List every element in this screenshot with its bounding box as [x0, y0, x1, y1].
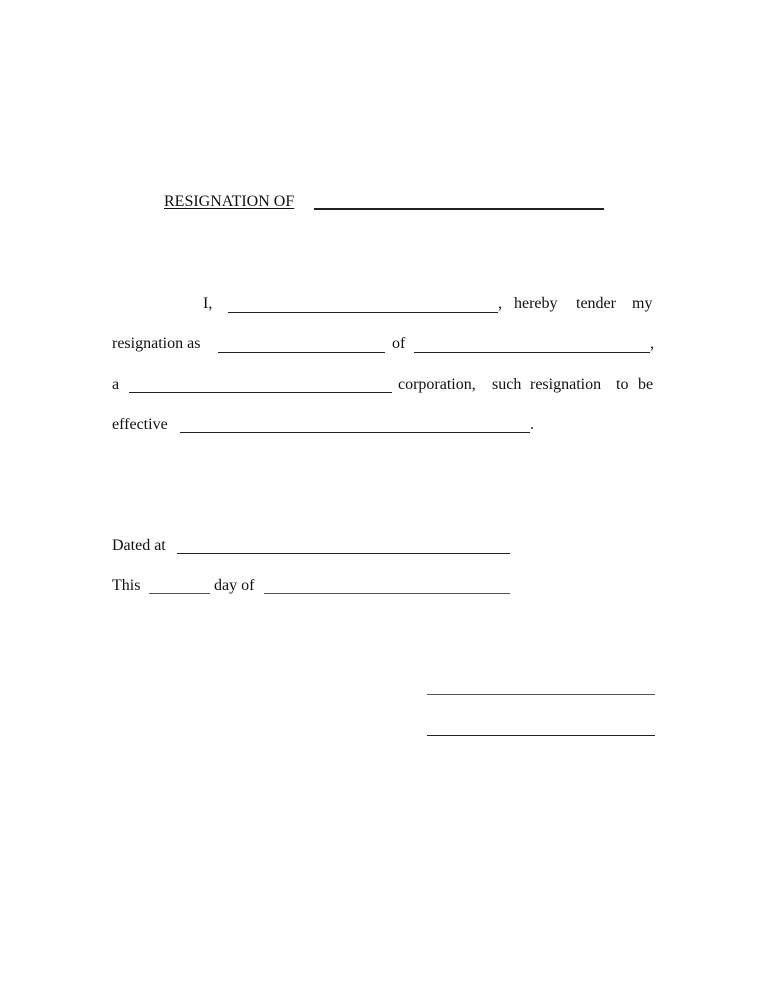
- company-blank[interactable]: [414, 352, 650, 353]
- text-of: of: [392, 335, 406, 352]
- text-dated-at: Dated at: [112, 537, 166, 554]
- position-blank[interactable]: [218, 352, 385, 353]
- text-to: to: [616, 376, 629, 393]
- effective-date-blank[interactable]: [180, 432, 530, 433]
- text-this: This: [112, 577, 141, 594]
- text-effective: effective: [112, 416, 168, 433]
- text-comma-2: ,: [650, 335, 654, 352]
- day-blank[interactable]: [149, 593, 210, 594]
- signature-line[interactable]: [427, 694, 655, 695]
- text-hereby: hereby: [514, 295, 558, 312]
- dated-at-blank[interactable]: [177, 553, 510, 554]
- text-such: such: [492, 376, 522, 393]
- month-year-blank[interactable]: [264, 593, 510, 594]
- text-resignation-as: resignation as: [112, 335, 201, 352]
- resigner-name-blank[interactable]: [228, 312, 498, 313]
- text-corporation: corporation,: [398, 376, 476, 393]
- document-title: RESIGNATION OF: [164, 193, 295, 210]
- text-be: be: [638, 376, 654, 393]
- text-comma: ,: [498, 295, 502, 312]
- title-name-blank[interactable]: [314, 208, 604, 210]
- text-tender: tender: [576, 295, 616, 312]
- text-my: my: [632, 295, 653, 312]
- text-day-of: day of: [214, 577, 255, 594]
- printed-name-line[interactable]: [427, 735, 655, 736]
- text-period: .: [530, 416, 534, 433]
- text-a: a: [112, 376, 120, 393]
- text-resignation: resignation: [530, 376, 602, 393]
- state-blank[interactable]: [129, 392, 392, 393]
- text-i: I,: [203, 295, 213, 312]
